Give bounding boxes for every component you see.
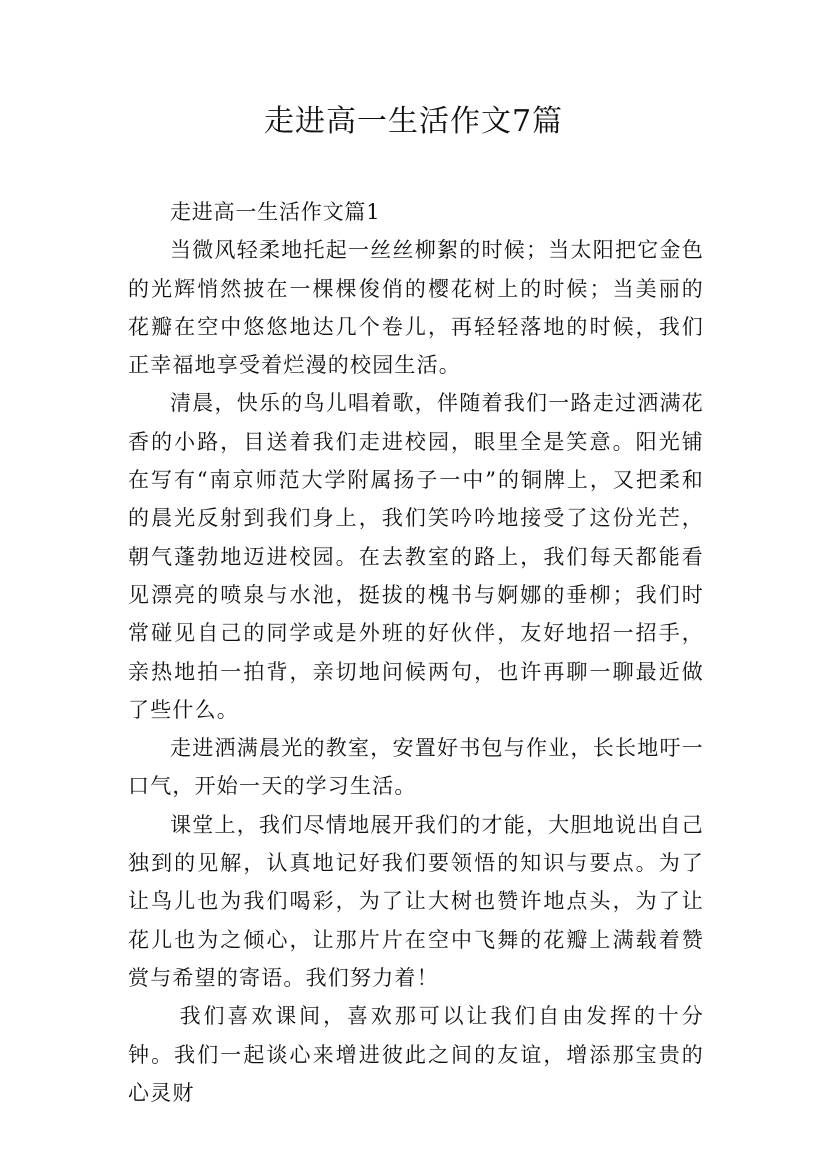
paragraph: 清晨，快乐的鸟儿唱着歌，伴随着我们一路走过洒满花香的小路，目送着我们走进校园，眼里全是笑意。阳光铺在写有“南京师范大学附属扬子一中”的铜牌上，又把柔和的晨光反射到我们身上，我们笑吟吟地接受了这份光芒，朝气蓬勃地迈进校园。在去教室的路上，我们每天都能看见漂亮的喷泉与水池，挺拔的槐书与婀娜的垂柳；我们时常碰见自己的同学或是外班的好伙伴，友好地招一招手，亲热地拍一拍背，亲切地问候两句，也许再聊一聊最近做了些什么。 <box>128 391 704 722</box>
paragraph: 当微风轻柔地托起一丝丝柳絮的时候；当太阳把它金色的光辉悄然披在一棵棵俊俏的樱花树上的时候；当美丽的花瓣在空中悠悠地达几个卷儿，再轻轻落地的时候，我们正幸福地享受着烂漫的校园生活。 <box>128 238 704 378</box>
paragraph: 我们喜欢课间，喜欢那可以让我们自由发挥的十分钟。我们一起谈心来增进彼此之间的友谊，增添那宝贵的心灵财 <box>128 1004 704 1105</box>
document-title: 走进高一生活作文7篇 <box>263 104 564 139</box>
section-heading: 走进高一生活作文篇1 <box>170 200 381 224</box>
document-body <box>128 193 704 1112</box>
paragraph: 走进洒满晨光的教室，安置好书包与作业，长长地吁一口气，开始一天的学习生活。 <box>128 736 704 799</box>
paragraph: 课堂上，我们尽情地展开我们的才能，大胆地说出自己独到的见解，认真地记好我们要领悟的知识与要点。为了让鸟儿也为我们喝彩，为了让大树也赞许地点头，为了让花儿也为之倾心，让那片片在空中飞舞的花瓣上满载着赞赏与希望的寄语。我们努力着！ <box>128 812 704 990</box>
